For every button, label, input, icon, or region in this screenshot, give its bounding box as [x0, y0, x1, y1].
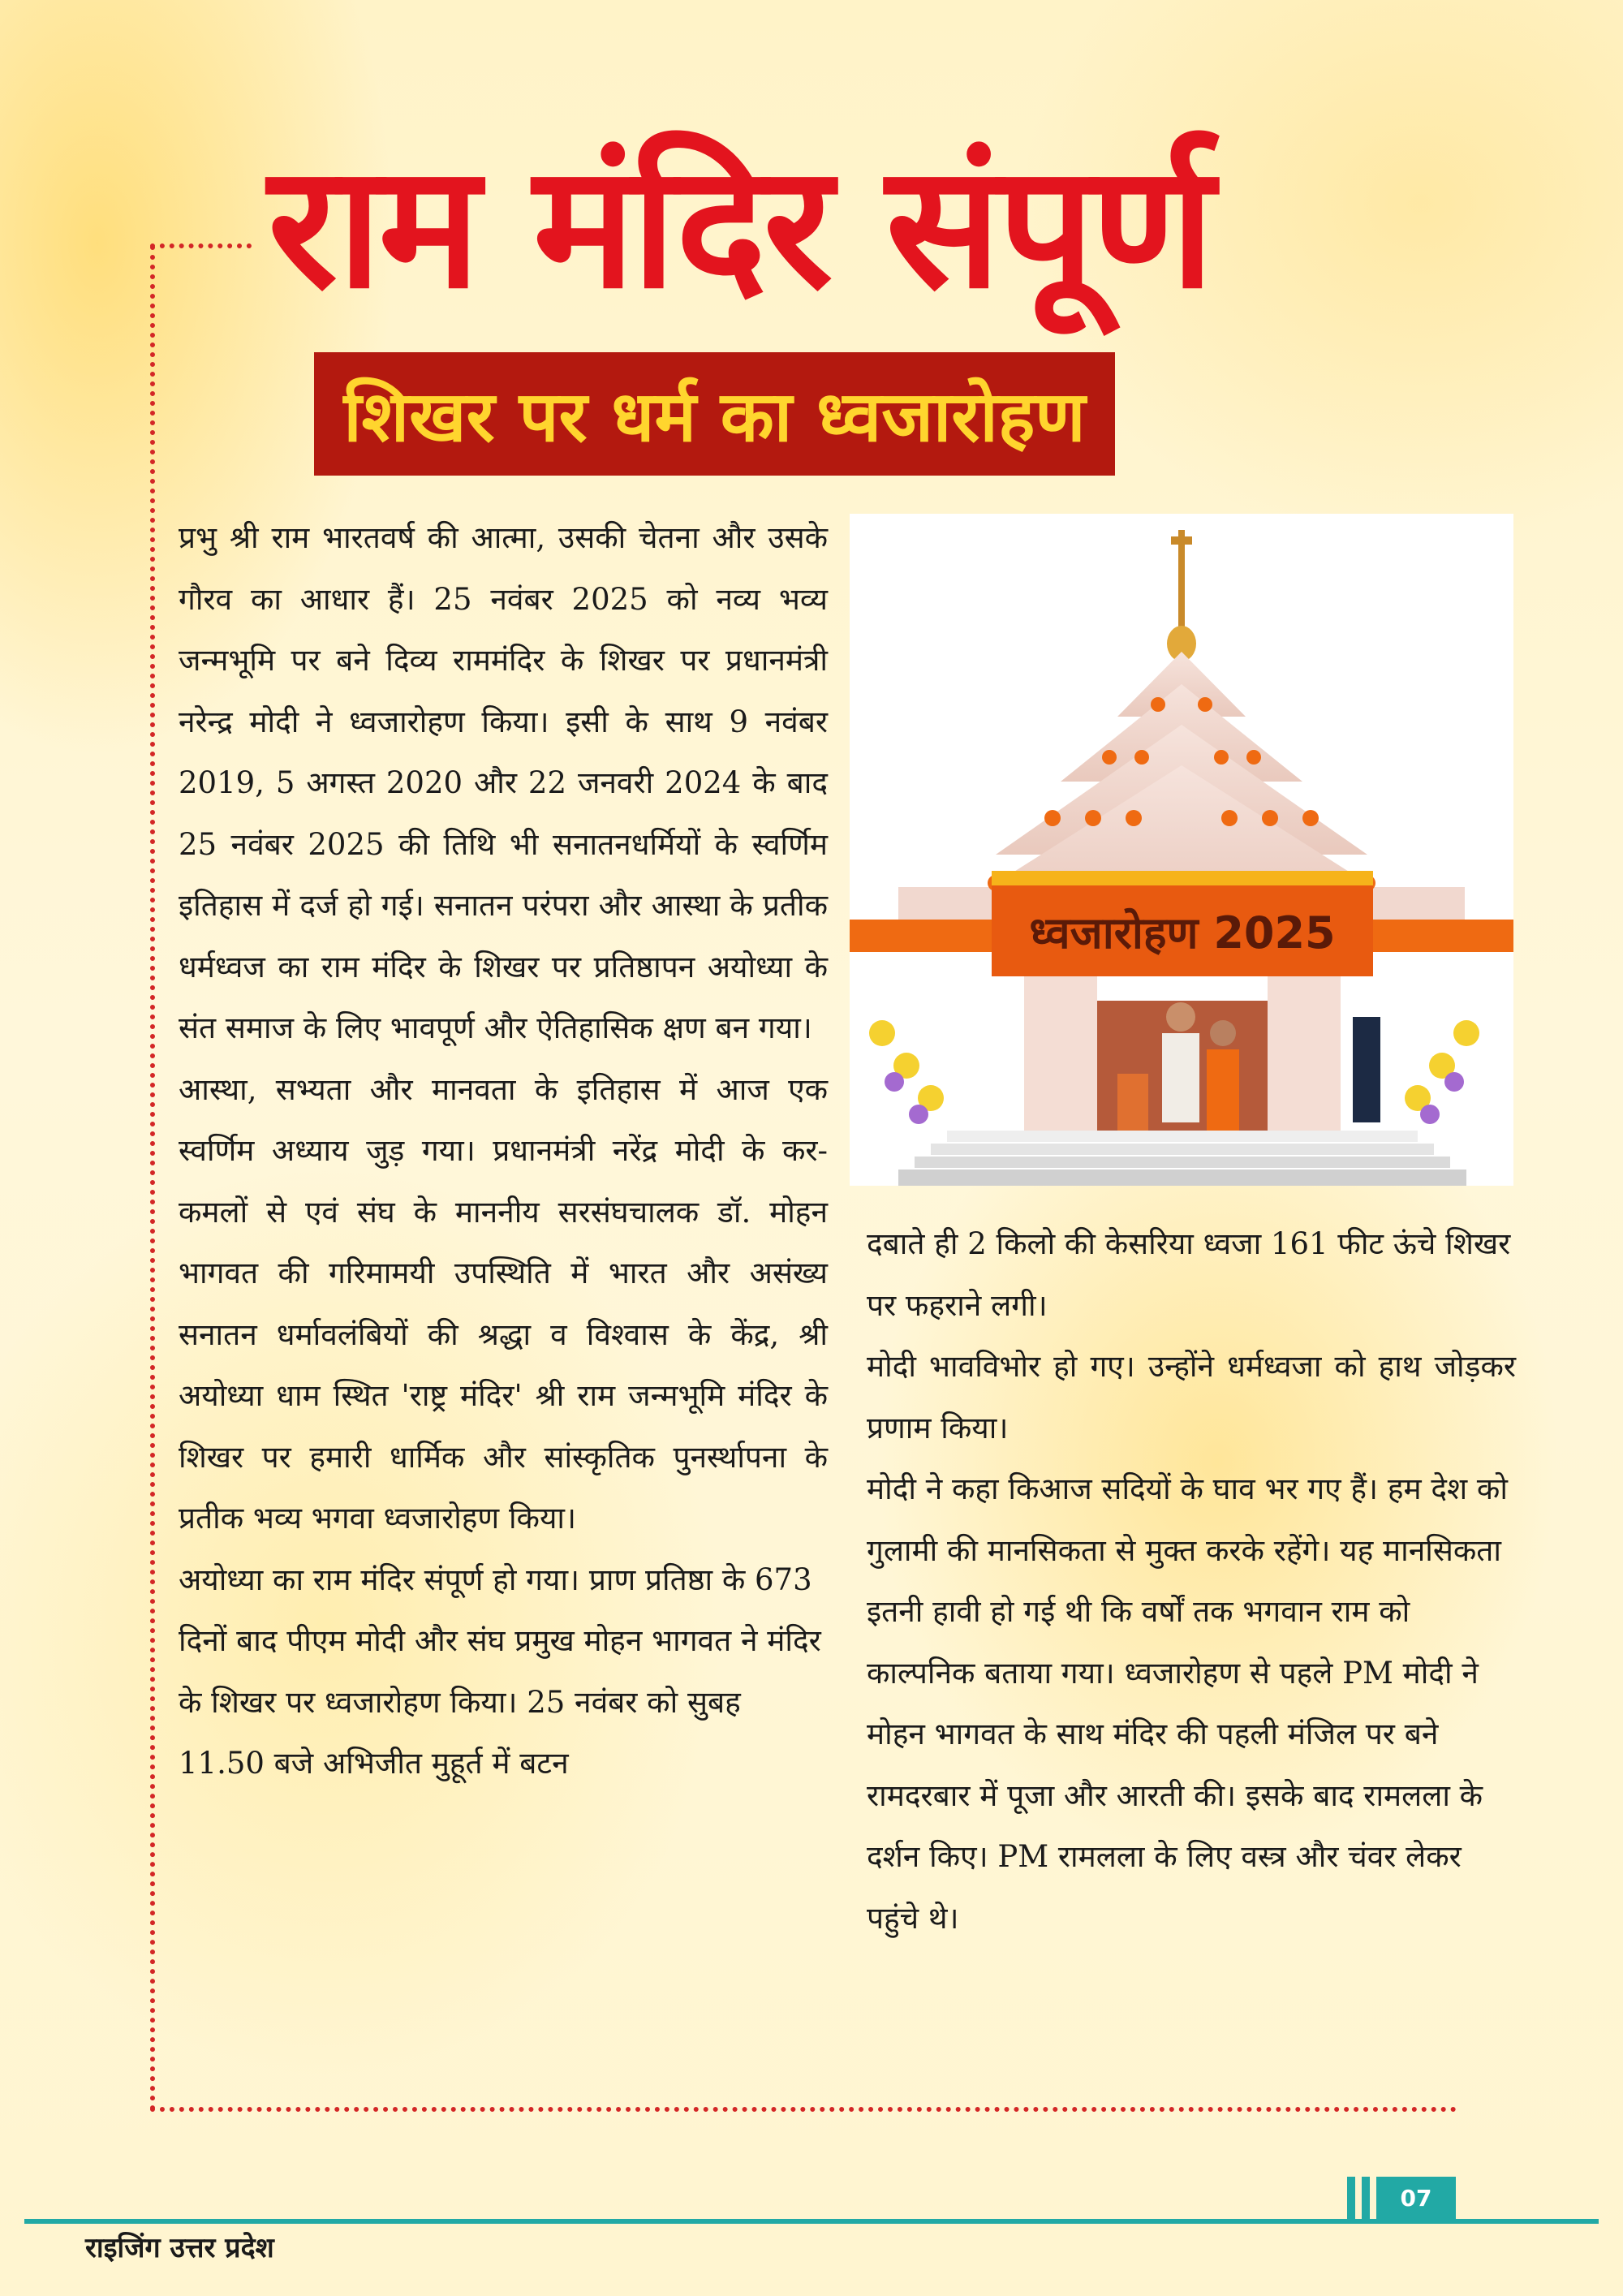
main-headline: राम मंदिर संपूर्ण [268, 127, 1212, 326]
temple-flag-hoisting-photo [850, 514, 1513, 1186]
article-paragraph: आस्था, सभ्यता और मानवता के इतिहास में आज एक स्वर्णिम अध्याय जुड़ गया। प्रधानमंत्री नरेंद्र मोदी के कर-कमलों से एवं संघ के माननीय सरसंघचालक डॉ. मोहन भागवत की गरिमामयी उपस्थिति में भारत और असंख्य सनातन धर्मावलंबियों की श्रद्धा व विश्वास के केंद्र, श्री अयोध्या धाम स्थित 'राष्ट्र मंदिर' श्री राम जन्मभूमि मंदिर के शिखर पर हमारी धार्मिक और सांस्कृतिक पुनर्स्थापना के प्रतीक भव्य भगवा ध्वजारोहण किया। [179, 1071, 828, 1536]
article-paragraph: दबाते ही 2 किलो की केसरिया ध्वजा 161 फीट ऊंचे शिखर पर फहराने लगी। [867, 1226, 1511, 1323]
footer-rule [24, 2219, 1599, 2224]
page-number-tab [1347, 2177, 1456, 2219]
article-paragraph: मोदी भावविभोर हो गए। उन्होंने धर्मध्वजा को हाथ जोड़कर प्रणाम किया। [867, 1349, 1516, 1445]
article-right-column [867, 1213, 1516, 1949]
subtitle-banner [314, 352, 1115, 476]
page-tab-stripe [1347, 2177, 1355, 2219]
article-paragraph: मोदी ने कहा किआज सदियों के घाव भर गए हैं। हम देश को गुलामी की मानसिकता से मुक्त करके रहेंगे। यह मानसिकता इतनी हावी हो गई थी कि वर्षों तक भगवान राम को काल्पनिक बताया गया। ध्वजारोहण से पहले PM मोदी ने मोहन भागवत के साथ मंदिर की पहली मंजिल पर बने रामदरबार में पूजा और आरती की। इसके बाद रामलला के दर्शन किए। PM रामलला के लिए वस्त्र और चंवर लेकर पहुंचे थे। [867, 1471, 1508, 1936]
magazine-name: राइजिंग उत्तर प्रदेश [85, 2232, 274, 2264]
dotted-frame-bottom [150, 2107, 1457, 2112]
temple-illustration [850, 514, 1513, 1186]
dotted-frame-left [150, 245, 155, 2112]
page-tab-stripe [1362, 2177, 1370, 2219]
article-paragraph: प्रभु श्री राम भारतवर्ष की आत्मा, उसकी चेतना और उसके गौरव का आधार हैं। 25 नवंबर 2025 को नव्य भव्य जन्मभूमि पर बने दिव्य राममंदिर के शिखर पर प्रधानमंत्री नरेन्द्र मोदी ने ध्वजारोहण किया। इसी के साथ 9 नवंबर 2019, 5 अगस्त 2020 और 22 जनवरी 2024 के बाद 25 नवंबर 2025 की तिथि भी सनातनधर्मियों के स्वर्णिम इतिहास में दर्ज हो गई। सनातन परंपरा और आस्था के प्रतीक धर्मध्वज का राम मंदिर के शिखर पर प्रतिष्ठापन अयोध्या के संत समाज के लिए भावपूर्ण और ऐतिहासिक क्षण बन गया। [179, 520, 828, 1045]
article-left-column [179, 507, 828, 1794]
photo-banner-text: ध्वजारोहण 2025 [1029, 907, 1336, 958]
subtitle-text: शिखर पर धर्म का ध्वजारोहण [343, 376, 1086, 458]
dotted-frame-top [150, 243, 252, 248]
page-number: 07 [1376, 2177, 1456, 2219]
article-paragraph: अयोध्या का राम मंदिर संपूर्ण हो गया। प्राण प्रतिष्ठा के 673 दिनों बाद पीएम मोदी और संघ प्रमुख मोहन भागवत ने मंदिर के शिखर पर ध्वजारोहण किया। 25 नवंबर को सुबह 11.50 बजे अभिजीत मुहूर्त में बटन [179, 1562, 821, 1781]
